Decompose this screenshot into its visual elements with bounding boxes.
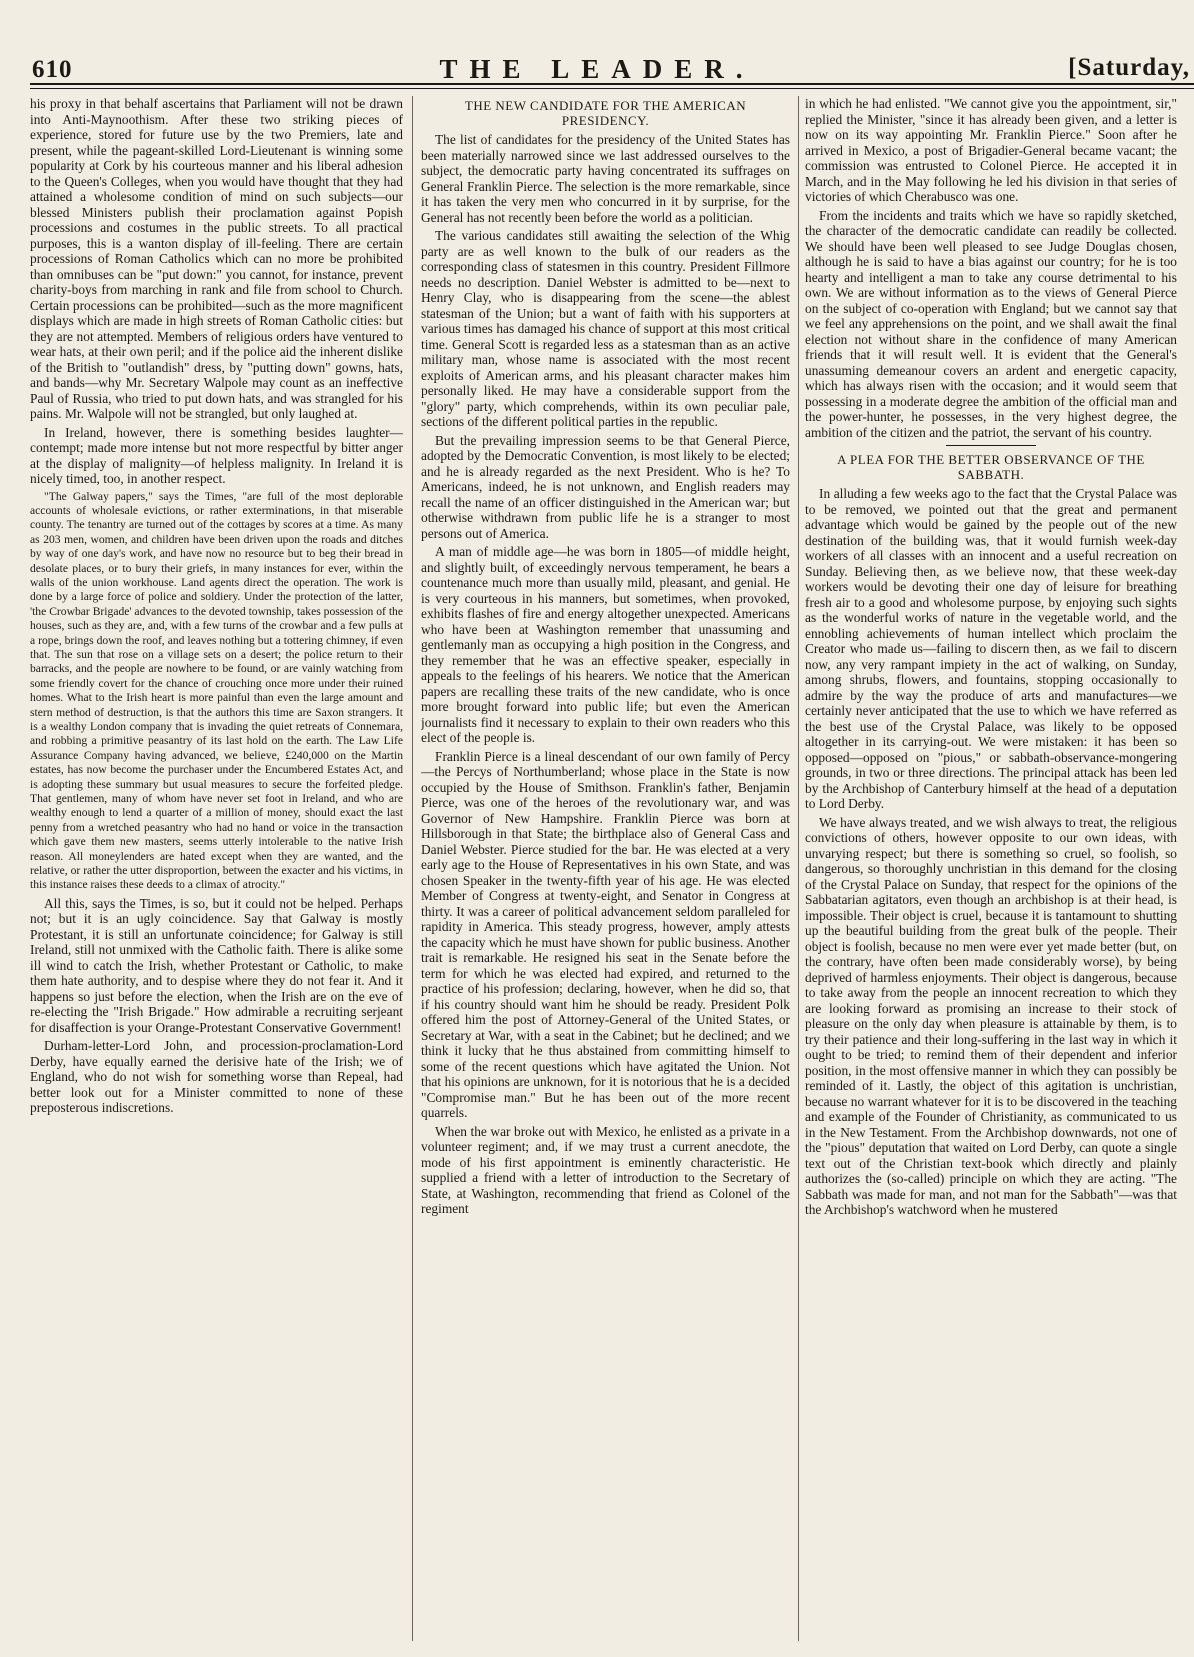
column-divider-1 [412, 96, 413, 1641]
col2-paragraph: But the prevailing impression seems to be that General Pierce, adopted by the Democratic Convention, is most likely to be elected; and he is already regarded as the next President. Who is he? To Americans, indeed, he is not unknown, and English readers may recall the name of an officer distinguished in the American war; but otherwise withdrawn from public life he is a stranger to most persons out of America. [421, 432, 790, 541]
masthead [0, 44, 1194, 84]
column-2 [421, 96, 790, 1641]
column-divider-2 [798, 96, 799, 1641]
col2-paragraph: A man of middle age—he was born in 1805—of middle height, and slightly built, of exceedingly nervous temperament, he bears a countenance much more than usually mild, pleasant, and genial. He is very courteous in his manners, but sometimes, when provoked, exhibits flashes of fire and energy altogether unexpected. Americans who have been at Washington remember that unassuming and gentlemanly man as occupying a high position in the Congress, and they remember that he was an effective speaker, especially in appeals to the feelings of his hearers. We notice that the American papers are recalling these traits of the new candidate, who is once more brought forward into public life; but even the American journalists find it necessary to explain to their own readers who this elect of the people is. [421, 544, 790, 745]
col2-paragraph: The various candidates still awaiting the selection of the Whig party are as well known to the bulk of our readers as the corresponding class of statesmen in this country. President Fillmore needs no description. Daniel Webster is admitted to be—next to Henry Clay, who is disappearing from the scene—the ablest statesman of the Union; but a want of faith with his supporters at various times has damaged his chance of support at this most critical time. General Scott is regarded less as a statesman than as an active military man, whose name is associated with the most recent exploits of American arms, and his pleasant character makes him personally liked. He may have a considerable support from the "glory" party, which comprehends, within its own peculiar pale, sections of the different political parties in the republic. [421, 228, 790, 429]
column-3 [805, 96, 1177, 1641]
col2-paragraph: When the war broke out with Mexico, he enlisted as a private in a volunteer regiment; and, if we may trust a current anecdote, the mode of his first appointment is eminently characteristic. He supplied a friend with a letter of introduction to the Secretary of State, at Washington, recommending that friend as Colonel of the regiment [421, 1123, 790, 1216]
quote-paragraph: "The Galway papers," says the Times, "are full of the most deplorable accounts of wholesale evictions, or rather exterminations, in that miserable county. The tenantry are turned out of the cottages by scores at a time. As many as 203 men, women, and children have been driven upon the roads and ditches by way of one day's work, and have now no resource but to beg their bread in desolate places, or to bury their griefs, in many instances for ever, within the walls of the union workhouse. Land agents direct the operation. The work is done by a large force of police and soldiery. Under the protection of the latter, 'the Crowbar Brigade' advances to the devoted township, takes possession of the houses, such as they are, and, with a few turns of the crowbar and a few pulls at a rope, brings down the roof, and leaves nothing but a tottering chimney, if even that. The sun that rose on a village sets on a desert; the police return to their barracks, and the people are nowhere to be found, or are vainly watching from some friendly covert for the chance of crouching once more under their ruined homes. What to the Irish heart is more painful than even the large amount and stern method of destruction, is that the authors this time are Saxon strangers. It is a wealthy London company that is invading the quiet retreats of Connemara, and robbing a primitive peasantry of its last hold on the earth. The Law Life Assurance Company having advanced, we believe, £240,000 on the Martin estates, has now become the purchaser under the Encumbered Estates Act, and is adopting these summary but usual measures to secure the forfeited pledge. That gentlemen, many of whom have never set foot in Ireland, and who are wealthy enough to lend a quarter of a million of money, should exact the last penny from a wretched peasantry who had no hand or voice in the transaction which gave them new masters, seems utterly intolerable to the native Irish reason. All moneylenders are hated except when they are wanted, and the relative, or rather the utter disproportion, between the exacter and his victims, in this instance raises these deeds to a climax of atrocity." [30, 489, 403, 892]
issue-day: [Saturday, [1068, 54, 1190, 81]
col1-paragraph: All this, says the Times, is so, but it could not be helped. Perhaps not; but it is an ugly coincidence. Say that Galway is mostly Protestant, it is still an unfortunate coincidence; for Galway is still Ireland, still not unmixed with the Catholic faith. There is alike some ill wind to catch the Irish, whether Protestant or Catholic, to make them hate authority, and to despise where they do not fear it. And it happens so just before the election, when the Irish are on the eve of re-electing the "Irish Brigade." How admirable a recruiting serjeant for disaffection is your Orange-Protestant Conservative Government! [30, 895, 403, 1035]
col3-paragraph: We have always treated, and we wish always to treat, the religious convictions of others, however opposite to our own ideas, with unvarying respect; but there is something so cruel, so foolish, so dangerous, so thoroughly unchristian in this demand for the closing of the Crystal Palace on Sunday, that respect for the opinions of the Sabbatarian agitators, even though an archbishop is at their head, is impossible. Their object is cruel, because it is tantamount to shutting up the beautiful building from the great bulk of the people. Their object is foolish, because no men were ever yet made better (but, on the contrary, have often been made considerably worse), by being deprived of harmless enjoyments. Their object is dangerous, because to take away from the people an innocent recreation to which they are looking forward as promising an increase to their stock of pleasure on the only day when pleasure is attainable by them, is to try their patience and their long-suffering in the last way in which it ought to be tried; to remind them of their dependent and inferior position, in the most offensive manner in which they can possibly be reminded of it. Lastly, the object of this agitation is unchristian, because no warrant whatever for it is to be discovered in the teaching and example of the Founder of Christianity, as communicated to us in the New Testament. From the Archbishop downwards, not one of the "pious" deputation that waited on Lord Derby, can quote a single text out of the Christian text-book which directly and plainly authorizes the (so-called) principle on which they are acting. "The Sabbath was made for man, and not man for the Sabbath"—was that the Archbishop's watchword when he mustered [805, 814, 1177, 1217]
publication-title: THE LEADER. [439, 54, 755, 84]
header-rule [30, 83, 1194, 85]
col3-paragraph: In alluding a few weeks ago to the fact that the Crystal Palace was to be removed, we pointed out that the great and permanent advantage which would be gained by the people out of the new destination of the building was, that it would furnish week-day workers of all classes with an innocent and a useful recreation on Sunday. Believing then, as we believe now, that these week-day workers would be devoting their one day of leisure for breathing fresh air to a good and wholesome purpose, by enjoying such sights as the wonderful works of nature in the vegetable world, and the ennobling achievements of human intellect which proclaim the Creator who made us—failing to discern then, as we fail to discern now, any very rampant impiety in the act of walking, on Sunday, among shrubs, flowers, and fountains, stopping occasionally to admire by the way the produce of arts and manufactures—we certainly never anticipated that the use to which we have referred as the best use of the Crystal Palace, was likely to be opposed altogether in its carrying-out. We were mistaken: it has been so opposed—opposed on "pious," or sabbath-observance-mongering grounds, in two or three directions. The principal attack has been led by the Archbishop of Canterbury himself at the head of a deputation to Lord Derby. [805, 486, 1177, 811]
col1-paragraph: Durham-letter-Lord John, and procession-proclamation-Lord Derby, have equally earned the derisive hate of the Irish; we of England, who do not wish for something worse than Repeal, had better look out for a Minister committed to none of these preposterous indiscretions. [30, 1038, 403, 1116]
col3-paragraph: From the incidents and traits which we have so rapidly sketched, the character of the democratic candidate can readily be collected. We should have been well pleased to see Judge Douglas chosen, although he is said to have a bias against our country; for he is too hearty and intelligent a man to take any course detrimental to his own. We are without information as to the views of General Pierce on the subject of co-operation with England; but we cannot say that we feel any apprehensions on the point, and we shall await the final election not without share in the confidence of many American friends that it will result well. It is evident that the General's unassuming demeanour covers an ardent and energetic capacity, which has always risen with the occasion; and it would seem that possessing in a moderate degree the ambition of the official man and the power-hunter, he possesses, in the very highest degree, the ambition of the citizen and the patriot, the servant of his country. [805, 207, 1177, 440]
col2-paragraph: Franklin Pierce is a lineal descendant of our own family of Percy—the Percys of Northumberland; whose place in the State is now occupied by the House of Smithson. Franklin's father, Benjamin Pierce, was one of the heroes of the revolutionary war, and was Governor of New Hampshire. Franklin Pierce was born at Hillsborough in that State; the birthplace also of General Cass and Daniel Webster. Pierce studied for the bar. He was elected at a very early age to the House of Representatives in his own State, and was chosen Speaker in the twenty-fifth year of his age. He was elected Member of Congress at twenty-eight, and Senator in Congress at thirty. It was a career of political advancement seldom paralleled for rapidity in America. This steady progress, however, amply attests the capacity which he must have shown for public business. Another trait is remarkable. He resigned his seat in the Senate before the term for which he was elected had expired, and returned to the practice of his profession; declaring, however, when he did so, that if his country should want him he should be ready. President Polk offered him the post of Attorney-General of the United States, or Secretary at War, with a seat in the Cabinet; but he declined; and we think it lucky that he thus abstained from committing himself to some of the recent questions which have agitated the Union. Not that his opinions are unknown, for it is notorious that he is a decided "Compromise man." But he has been out of the more recent quarrels. [421, 748, 790, 1120]
col1-paragraph: In Ireland, however, there is something besides laughter—contempt; made more intense but not more respectful by bitter anger at the display of malignity—of helpless malignity. In Ireland it is nicely timed, too, in another respect. [30, 424, 403, 486]
column-1 [30, 96, 403, 1641]
page-number: 610 [32, 56, 73, 83]
article-separator [946, 445, 1036, 446]
article-heading-sabbath: A PLEA FOR THE BETTER OBSERVANCE OF THE SABBATH. [837, 452, 1145, 482]
article-heading-american-presidency: THE NEW CANDIDATE FOR THE AMERICAN PRESIDENCY. [464, 98, 747, 128]
times-quotation [30, 490, 403, 893]
col3-paragraph: in which he had enlisted. "We cannot give you the appointment, sir," replied the Minister, "since it has already been given, and a letter is now on its way appointing Mr. Franklin Pierce." Soon after he arrived in Mexico, a post of Brigadier-General became vacant; the commission was entrusted to Colonel Pierce. He accepted it in March, and in the May following he led his division in that series of victories of which Cherabusco was one. [805, 96, 1177, 204]
col2-paragraph: The list of candidates for the presidency of the United States has been materially narrowed since we last addressed ourselves to the subject, the democratic party having concentrated its suffrages on General Franklin Pierce. The selection is the more remarkable, since it has taken the very men who concurred in it by surprise, for the General has not recently been before the world as a politician. [421, 132, 790, 225]
col1-paragraph: his proxy in that behalf ascertains that Parliament will not be drawn into Anti-Maynoothism. After these two striking pieces of experience, stored for future use by the two Premiers, late and present, while the pageant-skilled Lord-Lieutenant is winning some popularity at Cork by his courteous manner and his liberal adhesion to the Queen's Colleges, when you would have thought that they had attained a wholesome condition of mind on such subjects—our blessed Ministers publish their proclamation against Popish processions and costumes in the public streets. To all practical purposes, this is a wanton display of ill-feeling. There are certain processions of Roman Catholics which can no more be prohibited than omnibuses can be "put down:" you cannot, for instance, prevent charity-boys from marching in rank and file from school to Church. Certain processions can be prohibited—such as the more magnificent displays which are made in high streets of Roman Catholic cities: but they are not attempted. Members of religious orders have ventured to wear hats, at their own peril; and if the police aid the inherent dislike of the British to "outlandish" dress, by "putting down" gowns, hats, and bands—why Mr. Secretary Walpole may count as an ineffective Paul of Russia, who tried to put down hats, and was strangled for his pains. Mr. Walpole will not be strangled, but only laughed at. [30, 96, 403, 421]
header-rule-thin [30, 88, 1194, 89]
